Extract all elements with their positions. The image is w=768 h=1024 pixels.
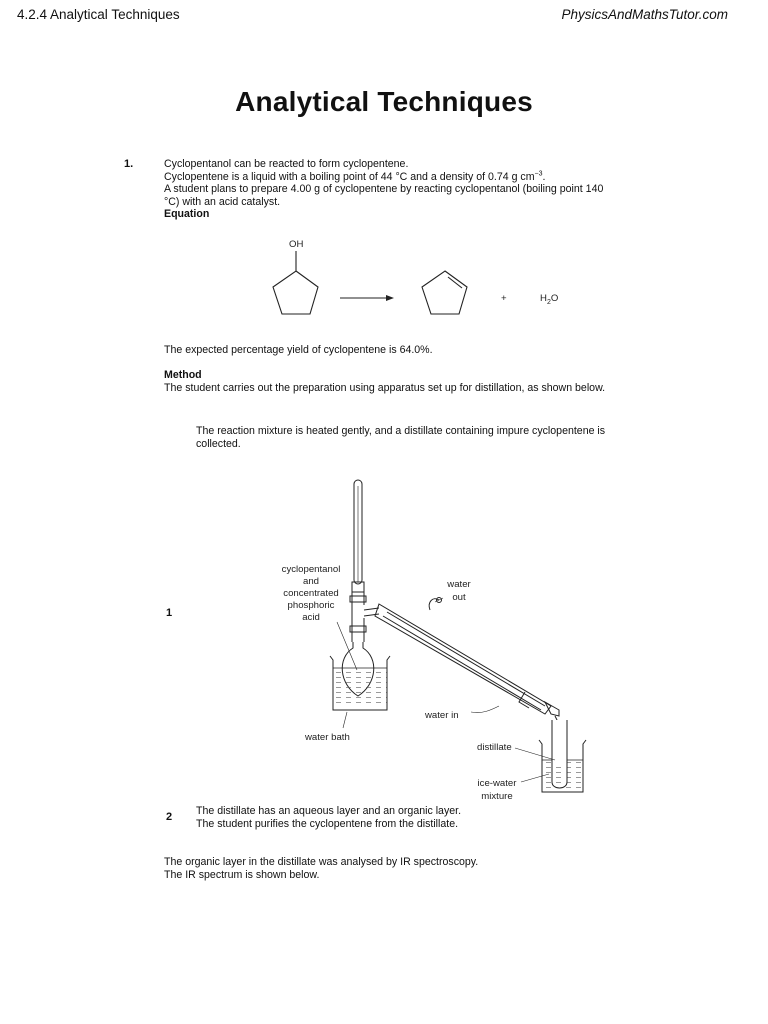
intro-line-4: °C) with an acid catalyst. [164,195,281,208]
cyclopentanol-structure [273,251,318,314]
flask-label-5: acid [302,612,320,623]
intro-line-2-end: . [542,170,546,183]
intro-line-3: A student plans to prepare 4.00 g of cyclopentene by reacting cyclopentanol (boiling point 140 [164,183,604,196]
hydroxyl-label: OH [289,239,304,250]
step-1-line-1: The reaction mixture is heated gently, and a distillate containing impure cyclopentene is [196,425,606,437]
condenser [364,598,551,715]
method-heading: Method [164,369,202,381]
intro-line-2-text: Cyclopentene is a liquid with a boiling point of 44 °C and a density of 0.74 g cm [164,170,535,183]
water-o: O [550,293,559,304]
water-bath-label: water bath [305,732,350,743]
intro-line-1: Cyclopentanol can be reacted to form cyclopentene. [164,158,409,170]
water-out-label-2: out [452,592,466,603]
ir-analysis-text [164,856,478,881]
distillate-label: distillate [477,742,512,753]
flask-label-4: phosphoric [287,600,335,611]
step-1-text [196,425,666,450]
density-unit-exponent: −3 [534,170,543,178]
header-site-name: PhysicsAndMathsTutor.com [561,7,728,22]
reaction-equation [250,232,580,322]
water-out-label-1: water [447,579,471,590]
flask-label-1: cyclopentanol [281,564,341,575]
plus-sign: + [501,293,507,304]
water-in-label: water in [425,710,459,721]
water-subscript: 2 [546,299,551,306]
ir-line-1: The organic layer in the distillate was analysed by IR spectroscopy. [164,856,479,868]
step-1-number: 1 [166,607,173,619]
ice-water-label-2: mixture [481,791,513,802]
step-2-text [196,805,461,830]
ice-water-label-1: ice-water [477,778,517,789]
page-title: Analytical Techniques [235,86,533,117]
step-2-line-1: The distillate has an aqueous layer and an organic layer. [196,805,462,817]
reaction-arrow [340,295,394,301]
question-number: 1. [124,158,134,170]
intro-line-2 [164,171,664,184]
flask-label-2: and [302,576,320,587]
water-bath-beaker [330,656,390,710]
distillation-apparatus [255,470,595,805]
thermometer [354,480,362,584]
expected-yield-text: The expected percentage yield of cyclopentene is 64.0%. [164,344,433,356]
equation-heading: Equation [164,208,210,221]
method-text: The student carries out the preparation using apparatus set up for distillation, as shown below. [164,382,606,394]
cyclopentene-structure [422,271,467,314]
step-2-number: 2 [166,811,173,823]
step-2-line-2: The student purifies the cyclopentene from the distillate. [196,817,459,830]
still-head [350,582,366,642]
ir-line-2: The IR spectrum is shown below. [164,868,320,881]
flask-label-3: concentrated [283,588,339,599]
water-h: H [540,293,547,304]
header-section-label: 4.2.4 Analytical Techniques [17,7,180,22]
ice-water-beaker [539,720,586,792]
question-intro [164,158,664,221]
step-1-line-2: collected. [196,437,241,450]
water-formula [540,293,558,306]
